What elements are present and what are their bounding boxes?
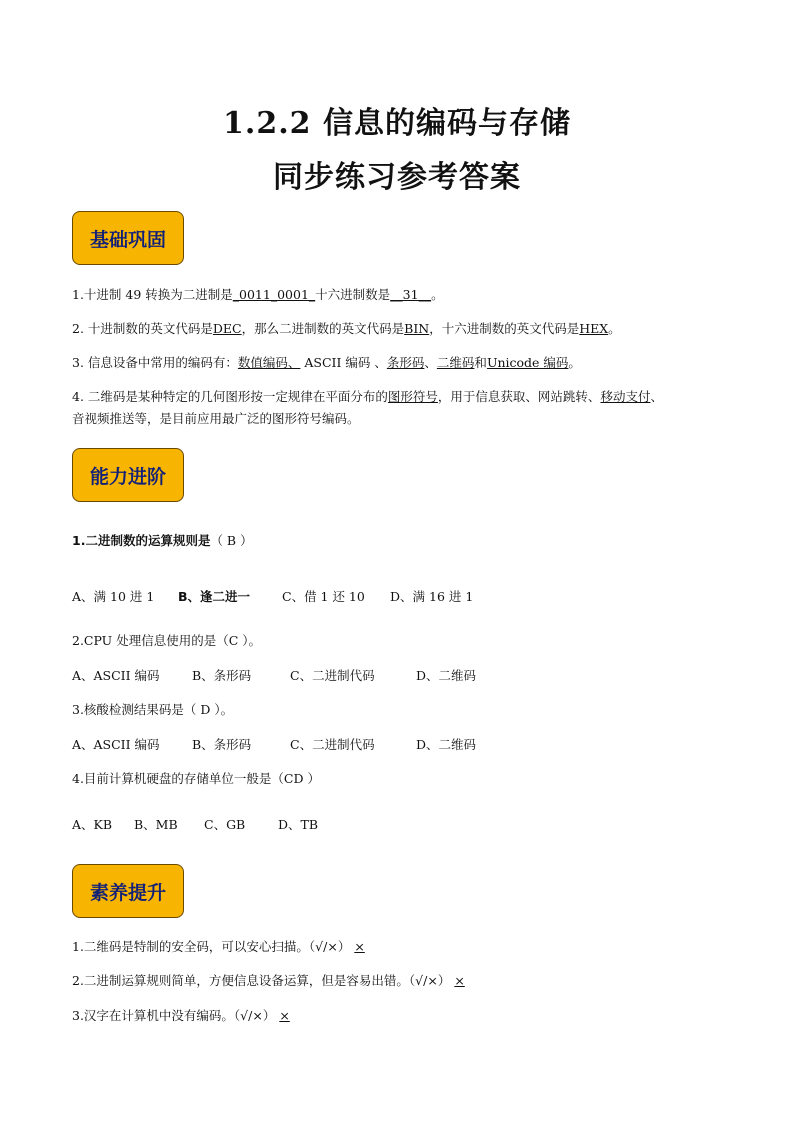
basic-q3-answer-qrcode: 二维码 — [436, 355, 475, 370]
option-a: A、KB — [72, 817, 113, 832]
literacy-q1 — [72, 936, 734, 958]
basic-q1-answer-hex: __31__ — [390, 287, 432, 302]
ability-q1-stem: 1.二进制数的运算规则是 — [72, 533, 211, 548]
literacy-q2-answer: × — [454, 973, 465, 988]
option-b: B、MB — [134, 817, 178, 832]
option-b: B、条形码 — [192, 668, 252, 683]
ability-q2-options — [72, 665, 734, 687]
literacy-q2 — [72, 970, 734, 992]
basic-q2-answer-dec: DEC — [212, 321, 242, 336]
basic-q3-end: 。 — [568, 355, 581, 370]
option-d: D、二维码 — [416, 668, 477, 683]
basic-q4-line2: 音视频推送等，是目前应用最广泛的图形符号编码。 — [72, 411, 360, 426]
literacy-q1-stem: 1.二维码是特制的安全码，可以安心扫描。（√/×） — [72, 939, 351, 954]
basic-q4-text2: ，用于信息获取、网站跳转、 — [437, 389, 601, 404]
basic-q2-text: 2. 十进制数的英文代码是 — [72, 321, 213, 336]
basic-q2-text2: ，那么二进制数的英文代码是 — [241, 321, 405, 336]
option-c: C、GB — [204, 817, 246, 832]
option-d: D、满 16 进 1 — [390, 589, 474, 604]
option-a: A、ASCII 编码 — [72, 737, 160, 752]
basic-q2-text3: ，十六进制数的英文代码是 — [429, 321, 580, 336]
section-badge-basic: 基础巩固 — [72, 211, 184, 265]
basic-q4-sep: 、 — [650, 389, 663, 404]
ability-q1-options — [72, 586, 734, 608]
section-badge-ability: 能力进阶 — [72, 448, 184, 502]
basic-q4-text: 4. 二维码是某种特定的几何图形按一定规律在平面分布的 — [72, 389, 388, 404]
ability-q3: 3.核酸检测结果码是（ D ）。 — [72, 702, 234, 717]
page-subtitle: 同步练习参考答案 — [273, 160, 521, 195]
basic-q1-answer-binary: _0011_0001_ — [232, 287, 316, 302]
literacy-q1-answer: × — [354, 939, 365, 954]
ability-q4: 4.目前计算机硬盘的存储单位一般是（CD ） — [72, 771, 320, 786]
basic-q4-answer-payment: 移动支付 — [600, 389, 651, 404]
literacy-q3 — [72, 1005, 734, 1027]
option-d: D、二维码 — [416, 737, 477, 752]
basic-q2-end: 。 — [608, 321, 621, 336]
option-d: D、TB — [278, 817, 319, 832]
basic-q3-answer-numeric: 数值编码、 — [237, 355, 301, 370]
basic-q2-answer-bin: BIN — [404, 321, 430, 336]
literacy-q3-answer: × — [279, 1008, 290, 1023]
basic-q3-answer-barcode: 条形码 — [386, 355, 425, 370]
basic-q3-answer-unicode: Unicode 编码 — [486, 355, 569, 370]
basic-q3 — [72, 352, 734, 374]
ability-q2: 2.CPU 处理信息使用的是（C ）。 — [72, 633, 261, 648]
ability-q1 — [72, 530, 734, 552]
option-b: B、逢二进一 — [178, 589, 251, 604]
option-a: A、ASCII 编码 — [72, 668, 160, 683]
ability-q3-options — [72, 734, 734, 756]
literacy-q2-stem: 2.二进制运算规则简单，方便信息设备运算，但是容易出错。（√/×） — [72, 973, 451, 988]
basic-q3-text: 3. 信息设备中常用的编码有： — [72, 355, 238, 370]
ability-q4-options — [72, 814, 734, 836]
basic-q3-ascii: ASCII 编码 、 — [300, 355, 387, 370]
option-c: C、借 1 还 10 — [282, 589, 365, 604]
page-title: 1.2.2 信息的编码与存储 — [223, 106, 571, 141]
option-a: A、满 10 进 1 — [72, 589, 155, 604]
basic-q1 — [72, 284, 734, 306]
basic-q3-and: 和 — [474, 355, 487, 370]
section-badge-literacy: 素养提升 — [72, 864, 184, 918]
option-c: C、二进制代码 — [290, 737, 375, 752]
basic-q2-answer-hex: HEX — [579, 321, 609, 336]
literacy-q3-stem: 3.汉字在计算机中没有编码。（√/×） — [72, 1008, 276, 1023]
option-b: B、条形码 — [192, 737, 252, 752]
basic-q1-text: 1.十进制 49 转换为二进制是 — [72, 287, 233, 302]
basic-q4-answer-symbol: 图形符号 — [387, 389, 438, 404]
basic-q4 — [72, 386, 734, 408]
option-c: C、二进制代码 — [290, 668, 375, 683]
basic-q1-end: 。 — [431, 287, 444, 302]
ability-q1-answer: （ B ） — [210, 533, 253, 548]
basic-q2 — [72, 318, 734, 340]
basic-q3-sep: 、 — [424, 355, 437, 370]
basic-q1-text2: 十六进制数是 — [315, 287, 391, 302]
